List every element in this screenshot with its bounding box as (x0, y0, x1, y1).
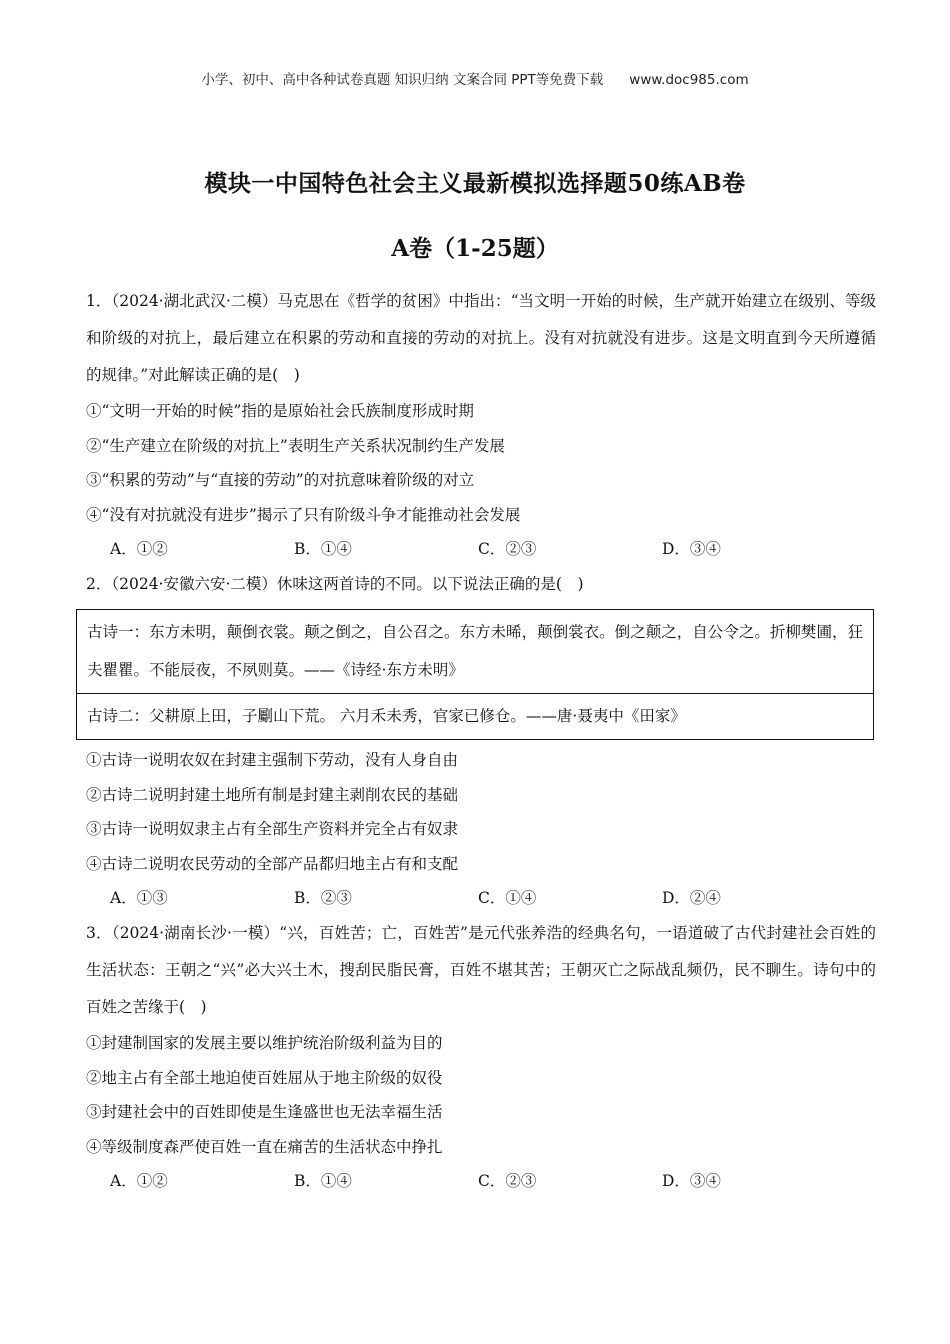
choice-d: D．②④ (662, 889, 721, 907)
statement-option: ③古诗一说明奴隶主占有全部生产资料并完全占有奴隶 (86, 820, 459, 838)
choice-d: D．③④ (662, 1172, 721, 1190)
answer-choices (86, 532, 876, 566)
choice-b: B．①④ (294, 1172, 352, 1190)
header-text: 小学、初中、高中各种试卷真题 知识归纳 文案合同 PPT等免费下载 (201, 72, 604, 88)
document-title: 模块一中国特色社会主义最新模拟选择题50练AB卷 (204, 170, 746, 197)
choice-b: B．②③ (294, 889, 352, 907)
poem-one: 古诗一：东方未明，颠倒衣裳。颠之倒之，自公召之。东方未晞，颠倒裳衣。倒之颠之，自公令之。折柳樊圃，狂夫瞿瞿。不能辰夜，不夙则莫。——《诗经·东方未明》 (87, 623, 863, 679)
header-url[interactable]: www.doc985.com (629, 72, 749, 88)
answer-choices (86, 1164, 876, 1198)
answer-choices (86, 881, 876, 915)
choice-c: C．②③ (478, 1172, 537, 1190)
choice-c: C．②③ (478, 540, 537, 558)
choice-d: D．③④ (662, 540, 721, 558)
poem-table (76, 609, 874, 740)
choice-a: A．①③ (110, 889, 168, 907)
statement-option: ①古诗一说明农奴在封建主强制下劳动，没有人身自由 (86, 751, 459, 769)
statement-option: ④古诗二说明农民劳动的全部产品都归地主占有和支配 (86, 854, 459, 873)
question-1 (86, 283, 876, 566)
statement-option: ②古诗二说明封建土地所有制是封建主剥削农民的基础 (86, 785, 459, 804)
choice-b: B．①④ (294, 540, 352, 558)
question-stem: 1．（2024·湖北武汉·二模）马克思在《哲学的贫困》中指出：“当文明一开始的时候，生产就开始建立在级别、等级和阶级的对抗上，最后建立在积累的劳动和直接的劳动的对抗上。没有对抗就没有进步。这是文明直到今天所遵循的规律。”对此解读正确的是( ) (86, 292, 876, 384)
statement-option: ①“文明一开始的时候”指的是原始社会氏族制度形成时期 (86, 402, 474, 420)
choice-a: A．①② (110, 1172, 168, 1190)
question-3 (86, 915, 876, 1198)
statement-option: ③“积累的劳动”与“直接的劳动”的对抗意味着阶级的对立 (86, 471, 475, 489)
page-header (0, 68, 950, 88)
statement-option: ①封建制国家的发展主要以维护统治阶级利益为目的 (86, 1034, 443, 1052)
poem-two: 古诗二：父耕原上田，子劚山下荒。 六月禾未秀，官家已修仓。——唐·聂夷中《田家》 (77, 693, 873, 739)
section-subtitle: A卷（1-25题） (391, 235, 559, 262)
statement-option: ②地主占有全部土地迫使百姓屈从于地主阶级的奴役 (86, 1068, 443, 1087)
statement-option: ③封建社会中的百姓即使是生逢盛世也无法幸福生活 (86, 1103, 443, 1121)
question-stem: 2．（2024·安徽六安·二模）休味这两首诗的不同。以下说法正确的是( ) (86, 575, 584, 593)
question-2 (86, 566, 876, 915)
choice-c: C．①④ (478, 889, 537, 907)
question-list (86, 283, 876, 1198)
statement-option: ④“没有对抗就没有进步”揭示了只有阶级斗争才能推动社会发展 (86, 505, 521, 524)
statement-option: ④等级制度森严使百姓一直在痛苦的生活状态中挣扎 (86, 1137, 443, 1156)
choice-a: A．①② (110, 540, 168, 558)
statement-option: ②“生产建立在阶级的对抗上”表明生产关系状况制约生产发展 (86, 436, 505, 455)
question-stem: 3．（2024·湖南长沙·一模）“兴，百姓苦；亡，百姓苦”是元代张养浩的经典名句，一语道破了古代封建社会百姓的生活状态：王朝之“兴”必大兴土木，搜刮民脂民膏，百姓不堪其苦；王朝灭亡之际战乱频仍，民不聊生。诗句中的百姓之苦缘于( ) (86, 924, 876, 1016)
